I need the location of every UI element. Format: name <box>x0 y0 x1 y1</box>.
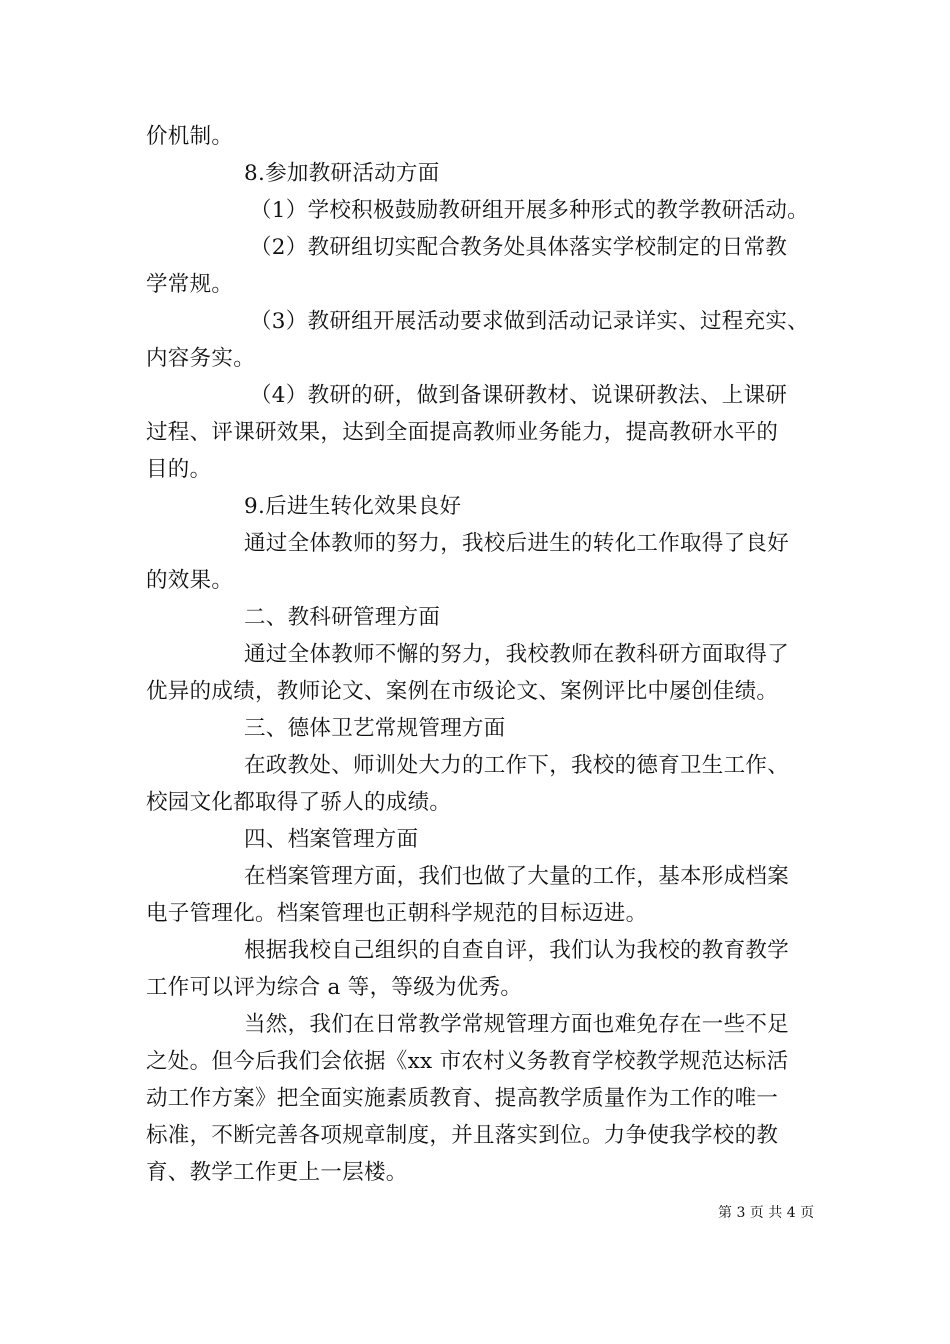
text-line: 当然，我们在日常教学常规管理方面也难免存在一些不足 <box>244 1012 790 1037</box>
text-line: 目的。 <box>146 457 212 482</box>
text-line: 内容务实。 <box>146 346 256 371</box>
text-line: （1）学校积极鼓励教研组开展多种形式的教学教研活动。 <box>250 198 809 223</box>
text-line: 9.后进生转化效果良好 <box>244 494 462 519</box>
text-line: 动工作方案》把全面实施素质教育、提高教学质量作为工作的唯一 <box>146 1086 779 1111</box>
text-line: 电子管理化。档案管理也正朝科学规范的目标迈进。 <box>146 901 648 926</box>
text-line: 过程、评课研效果，达到全面提高教师业务能力，提高教研水平的 <box>146 420 779 445</box>
text-line: 校园文化都取得了骄人的成绩。 <box>146 790 452 815</box>
text-line: 优异的成绩，教师论文、案例在市级论文、案例评比中屡创佳绩。 <box>146 679 779 704</box>
text-line: 四、档案管理方面 <box>244 827 419 852</box>
text-line: 之处。但今后我们会依据《xx 市农村义务教育学校教学规范达标活 <box>146 1049 789 1074</box>
text-line: （4）教研的研，做到备课研教材、说课研教法、上课研 <box>250 383 788 408</box>
text-line: 根据我校自己组织的自查自评，我们认为我校的教育教学 <box>244 938 790 963</box>
text-line: 在档案管理方面，我们也做了大量的工作，基本形成档案 <box>244 864 790 889</box>
text-line: 的效果。 <box>146 568 234 593</box>
text-line: （2）教研组切实配合教务处具体落实学校制定的日常教 <box>250 235 788 260</box>
text-line: 价机制。 <box>146 124 234 149</box>
text-line: 标准，不断完善各项规章制度，并且落实到位。力争使我学校的教 <box>146 1123 779 1148</box>
text-line: （3）教研组开展活动要求做到活动记录详实、过程充实、 <box>250 309 809 334</box>
text-line: 通过全体教师不懈的努力，我校教师在教科研方面取得了 <box>244 642 790 667</box>
text-line: 通过全体教师的努力，我校后进生的转化工作取得了良好 <box>244 531 790 556</box>
text-line: 三、德体卫艺常规管理方面 <box>244 716 506 741</box>
text-line: 工作可以评为综合 a 等，等级为优秀。 <box>146 975 523 1000</box>
text-line: 二、教科研管理方面 <box>244 605 441 630</box>
text-line: 8.参加教研活动方面 <box>244 161 440 186</box>
text-line: 学常规。 <box>146 272 234 297</box>
text-line: 在政教处、师训处大力的工作下，我校的德育卫生工作、 <box>244 753 790 778</box>
text-line: 育、教学工作更上一层楼。 <box>146 1160 408 1185</box>
page-number: 第 3 页 共 4 页 <box>718 1205 815 1221</box>
